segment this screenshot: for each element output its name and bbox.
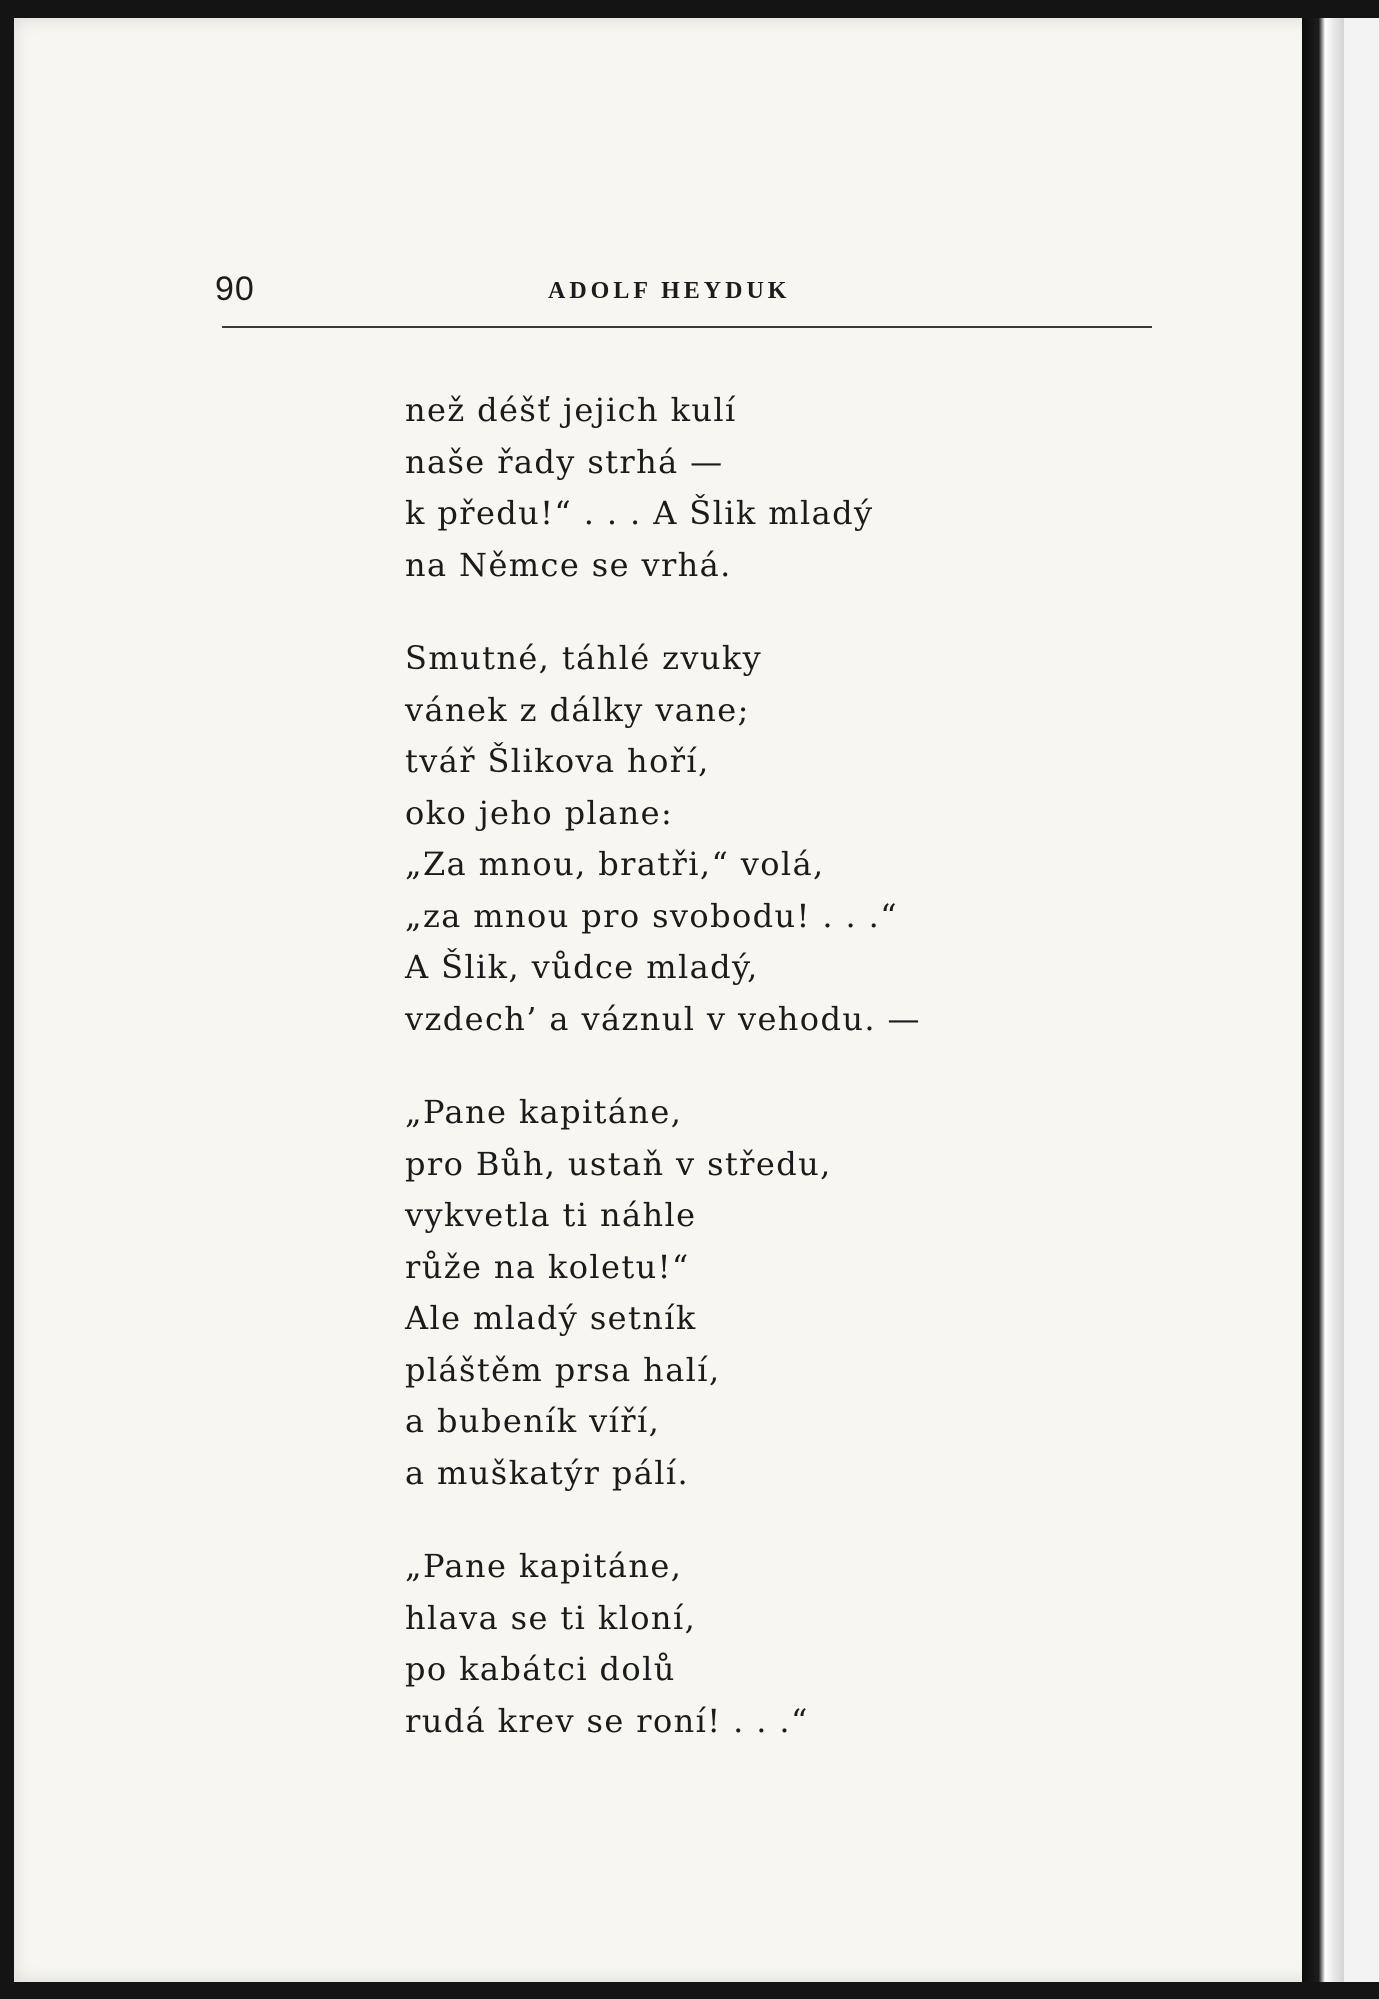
- book-spine-shadow: [1302, 18, 1344, 1982]
- poem-line: „Pane kapitáne,: [405, 1093, 683, 1131]
- poem-line: Smutné, táhlé zvuky: [405, 639, 763, 677]
- poem-line: naše řady strhá —: [405, 442, 724, 481]
- stanza-2: [405, 633, 1105, 1045]
- poem-line: a muškatýr pálí.: [405, 1453, 690, 1492]
- poem-line: „Za mnou, bratři,“ volá,: [405, 845, 825, 883]
- poem-line: „Pane kapitáne,: [405, 1547, 683, 1585]
- running-head: ADOLF HEYDUK: [548, 278, 791, 304]
- stanza-3: [405, 1087, 1105, 1499]
- poem-line: na Němce se vrhá.: [405, 545, 732, 584]
- poem-line: oko jeho plane:: [405, 793, 674, 832]
- poem-line: „za mnou pro svobodu! . . .“: [405, 896, 898, 935]
- poem-line: hlava se ti kloní,: [405, 1598, 697, 1637]
- poem-line: Ale mladý setník: [405, 1299, 697, 1337]
- header-rule: [222, 326, 1152, 328]
- poem-line: k předu!“ . . . A Šlik mladý: [405, 494, 874, 532]
- poem-line: tvář Šlikova hoří,: [405, 742, 710, 780]
- poem-line: a bubeník víří,: [405, 1402, 661, 1440]
- stanza-4: [405, 1541, 1105, 1747]
- poem-line: pro Bůh, ustaň v středu,: [405, 1144, 832, 1183]
- poem-line: A Šlik, vůdce mladý,: [405, 948, 759, 986]
- poem-line: než déšť jejich kulí: [405, 391, 737, 429]
- stanza-1: [405, 385, 1105, 591]
- facing-page-edge: [1344, 18, 1379, 1982]
- poem-line: vykvetla ti náhle: [405, 1196, 697, 1234]
- poem-line: rudá krev se roní! . . .“: [405, 1701, 809, 1740]
- poem-line: po kabátci dolů: [405, 1650, 676, 1688]
- page-number: 90: [215, 270, 255, 308]
- poem-body: [405, 385, 1105, 1789]
- poem-line: růže na koletu!“: [405, 1247, 690, 1286]
- poem-line: vzdech’ a váznul v vehodu. —: [405, 999, 921, 1038]
- poem-line: vánek z dálky vane;: [405, 690, 750, 729]
- poem-line: pláštěm prsa halí,: [405, 1350, 721, 1389]
- page-header: [205, 270, 1150, 310]
